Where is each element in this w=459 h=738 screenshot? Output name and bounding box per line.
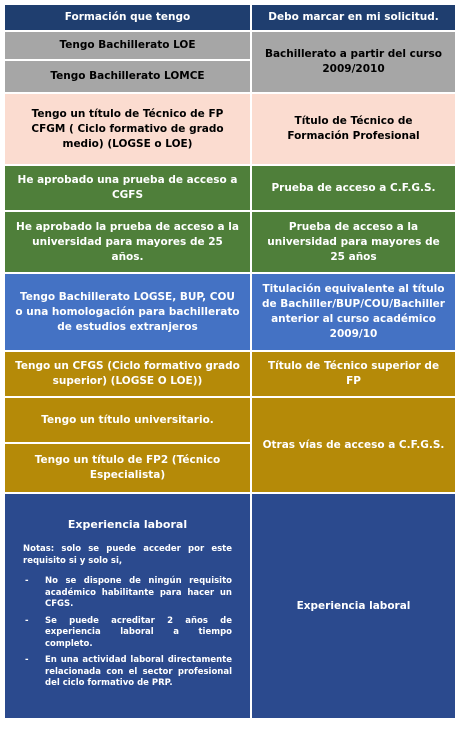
header-col-formacion: Formación que tengo: [4, 4, 251, 31]
cell-experiencia: [4, 493, 251, 719]
table-row: [4, 165, 456, 211]
table-row: [4, 93, 456, 165]
cell-prueba-univ: He aprobado la prueba de acceso a la universidad para mayores de 25 años.: [4, 211, 251, 273]
table-row: [4, 397, 456, 443]
cell-bach-result: Bachillerato a partir del curso 2009/2010: [251, 31, 456, 93]
table-row: [4, 211, 456, 273]
header-col-marcar: Debo marcar en mi solicitud.: [251, 4, 456, 31]
cell-cfgs-result: Título de Técnico superior de FP: [251, 351, 456, 397]
cell-bach-logse-result: Titulación equivalente al título de Bachiller/BUP/COU/Bachiller anterior al curso académico 2009/10: [251, 273, 456, 351]
cell-cfgs: Tengo un CFGS (Ciclo formativo grado superior) (LOGSE O LOE)): [4, 351, 251, 397]
list-item: - Se puede acreditar 2 años de experiencia laboral a tiempo completo.: [25, 615, 232, 649]
cell-otras-result: Otras vías de acceso a C.F.G.S.: [251, 397, 456, 493]
table-row: [4, 493, 456, 719]
equivalence-table: [3, 3, 457, 720]
header-row: [4, 4, 456, 31]
list-item-text: En una actividad laboral directamente relacionada con el sector profesional del ciclo formativo de PRP.: [45, 655, 232, 689]
cell-tecnico-fp: Tengo un título de Técnico de FP CFGM ( Ciclo formativo de grado medio) (LOGSE o LOE): [4, 93, 251, 165]
experiencia-title: Experiencia laboral: [67, 518, 188, 532]
table-row: [4, 273, 456, 351]
table-row: [4, 351, 456, 397]
list-item-text: Se puede acreditar 2 años de experiencia laboral a tiempo completo.: [45, 615, 232, 649]
list-item: - En una actividad laboral directamente relacionada con el sector profesional del ciclo formativo de PRP.: [25, 655, 232, 689]
experiencia-notes: [15, 544, 240, 690]
cell-tecnico-fp-result: Título de Técnico de Formación Profesional: [251, 93, 456, 165]
cell-bach-lomce: Tengo Bachillerato LOMCE: [4, 60, 251, 93]
cell-universitario: Tengo un título universitario.: [4, 397, 251, 443]
cell-prueba-cgfs: He aprobado una prueba de acceso a CGFS: [4, 165, 251, 211]
cell-bach-loe: Tengo Bachillerato LOE: [4, 31, 251, 60]
experiencia-list: [23, 576, 232, 690]
list-item-text: No se dispone de ningún requisito académico habilitante para hacer un CFGS.: [45, 576, 232, 610]
cell-experiencia-result: Experiencia laboral: [251, 493, 456, 719]
cell-bach-logse: Tengo Bachillerato LOGSE, BUP, COU o una homologación para bachillerato de estudios extranjeros: [4, 273, 251, 351]
experiencia-note-intro: Notas: solo se puede acceder por este requisito si y solo si,: [23, 544, 232, 566]
list-item: - No se dispone de ningún requisito académico habilitante para hacer un CFGS.: [25, 576, 232, 610]
cell-prueba-cgfs-result: Prueba de acceso a C.F.G.S.: [251, 165, 456, 211]
table-row: [4, 31, 456, 60]
cell-fp2: Tengo un título de FP2 (Técnico Especialista): [4, 443, 251, 493]
cell-prueba-univ-result: Prueba de acceso a la universidad para mayores de 25 años: [251, 211, 456, 273]
